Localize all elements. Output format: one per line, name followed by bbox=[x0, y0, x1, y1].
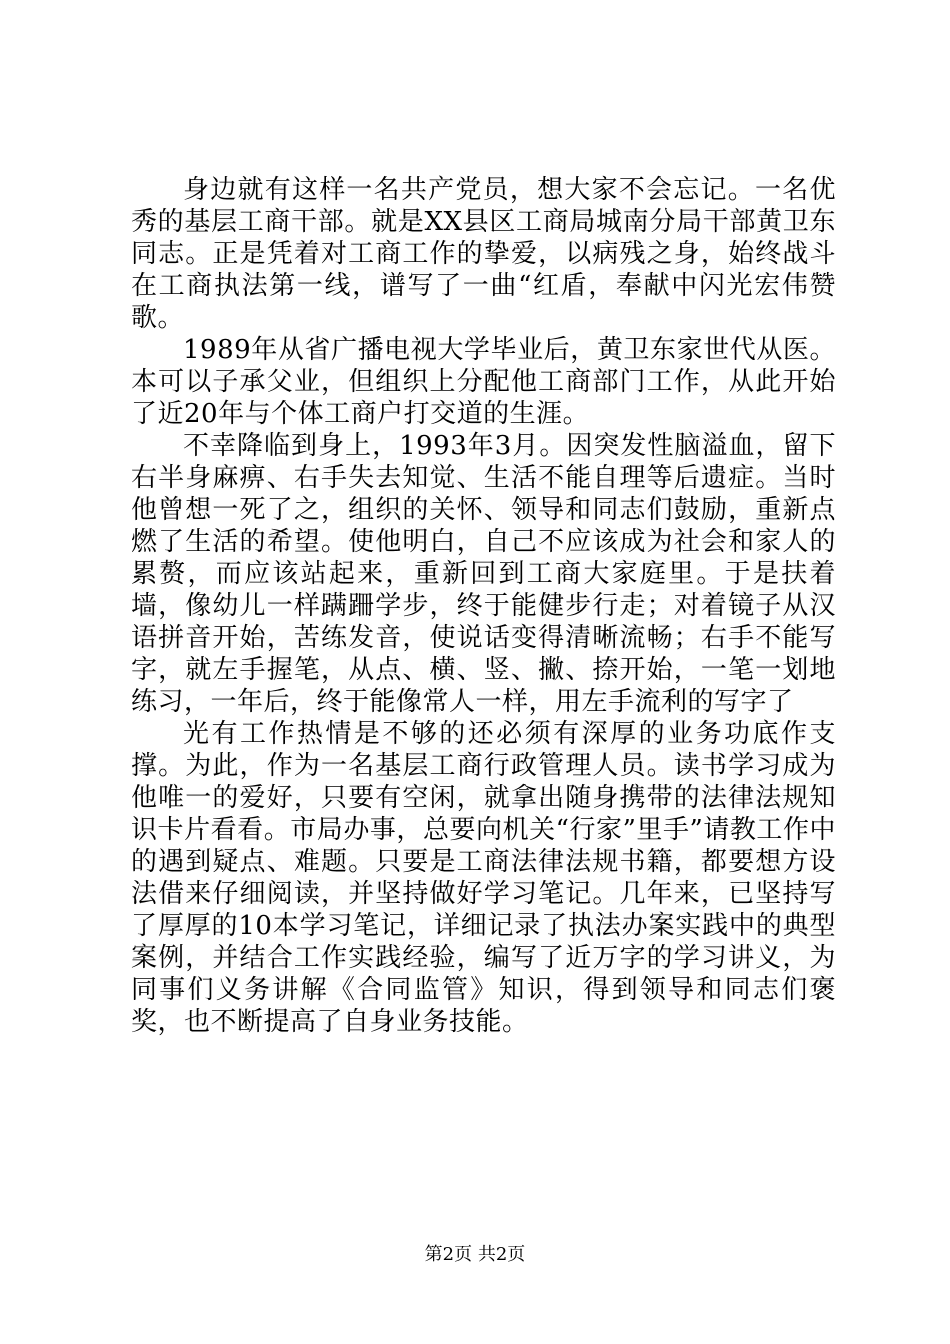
paragraph-2: 1989年从省广播电视大学毕业后，黄卫东家世代从医。本可以子承父业，但组织上分配他工商部门工作，从此开始了近20年与个体工商户打交道的生涯。 bbox=[131, 335, 836, 429]
document-body bbox=[131, 174, 836, 1038]
page-footer bbox=[0, 1244, 950, 1266]
page-number: 第2页 共2页 bbox=[424, 1244, 526, 1265]
paragraph-1: 身边就有这样一名共产党员，想大家不会忘记。一名优秀的基层工商干部。就是XX县区工商局城南分局干部黄卫东同志。正是凭着对工商工作的挚爱，以病残之身，始终战斗在工商执法第一线，谱写了一曲“红盾，奉献中闪光宏伟赞歌。 bbox=[131, 175, 836, 333]
paragraph-3: 不幸降临到身上，1993年3月。因突发性脑溢血，留下右半身麻痹、右手失去知觉、生活不能自理等后遗症。当时他曾想一死了之，组织的关怀、领导和同志们鼓励，重新点燃了生活的希望。使他明白，自己不应该成为社会和家人的累赘，而应该站起来，重新回到工商大家庭里。于是扶着墙，像幼儿一样蹒跚学步，终于能健步行走；对着镜子从汉语拼音开始，苦练发音，使说话变得清晰流畅；右手不能写字，就左手握笔，从点、横、竖、撇、捺开始，一笔一划地练习，一年后，终于能像常人一样，用左手流利的写字了 bbox=[131, 431, 836, 717]
paragraph-4: 光有工作热情是不够的还必须有深厚的业务功底作支撑。为此，作为一名基层工商行政管理人员。读书学习成为他唯一的爱好，只要有空闲，就拿出随身携带的法律法规知识卡片看看。市局办事，总要向机关“行家”里手”请教工作中的遇到疑点、难题。只要是工商法律法规书籍，都要想方设法借来仔细阅读，并坚持做好学习笔记。几年来，已坚持写了厚厚的10本学习笔记，详细记录了执法办案实践中的典型案例，并结合工作实践经验，编写了近万字的学习讲义，为同事们义务讲解《合同监管》知识，得到领导和同志们褒奖，也不断提高了自身业务技能。 bbox=[131, 719, 836, 1037]
